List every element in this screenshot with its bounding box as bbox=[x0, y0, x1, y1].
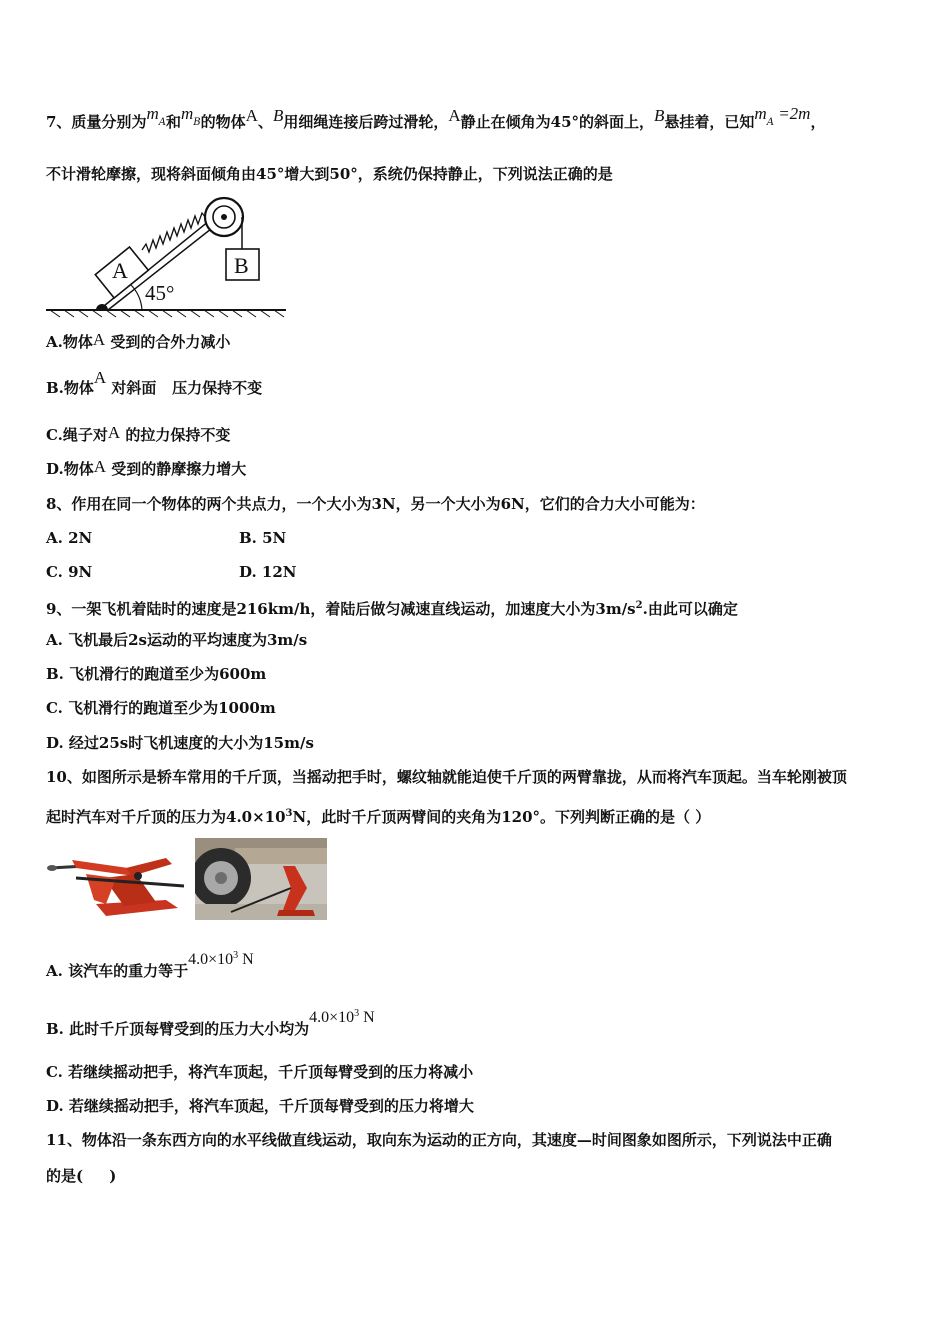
incline-pulley-figure bbox=[44, 194, 290, 320]
block-a-label: A bbox=[112, 258, 128, 283]
q9-option-c: C. 飞机滑行的跑道至少为1000m bbox=[46, 699, 276, 717]
q7-stem-line1: 7、质量分别为$m_A$和$m_B$的物体A、B用细绳连接后跨过滑轮，A静止在倾角为45°的斜面上，B悬挂着，已知$m_A =2m$， bbox=[46, 104, 826, 131]
car-jack-under-car-photo bbox=[195, 838, 327, 920]
car-jack-photo bbox=[46, 838, 186, 920]
q10-option-c: C. 若继续摇动把手，将汽车顶起，千斤顶每臂受到的压力将减小 bbox=[46, 1063, 474, 1081]
q7-option-c: C.绳子对A 的拉力保持不变 bbox=[46, 423, 231, 444]
q7-option-d: D.物体A 受到的静摩擦力增大 bbox=[46, 457, 247, 478]
q8-option-a: A. 2N bbox=[46, 529, 93, 547]
q9-option-a: A. 飞机最后2s运动的平均速度为3m/s bbox=[46, 631, 308, 649]
q9-option-b: B. 飞机滑行的跑道至少为600m bbox=[46, 665, 267, 683]
q8-option-d: D. 12N bbox=[239, 563, 297, 581]
angle-label: 45° bbox=[145, 281, 175, 305]
q11-stem-line2: 的是( ) bbox=[46, 1167, 117, 1185]
q11-stem-line1: 11、物体沿一条东西方向的水平线做直线运动，取向东为运动的正方向，其速度—时间图象如图所示，下列说法中正确 bbox=[46, 1131, 832, 1149]
q7-option-a: A.物体A 受到的合外力减小 bbox=[46, 330, 231, 351]
q10-stem-line1: 10、如图所示是轿车常用的千斤顶，当摇动把手时，螺纹轴就能迫使千斤顶的两臂靠拢，从而将汽车顶起。当车轮刚被顶 bbox=[46, 768, 847, 786]
q9-option-d: D. 经过25s时飞机速度的大小为15m/s bbox=[46, 734, 314, 752]
q10-option-a: A. 该汽车的重力等于$4.0\times 10^3$ N bbox=[46, 950, 254, 980]
q9-stem: 9、一架飞机着陆时的速度是216km/h，着陆后做匀减速直线运动，加速度大小为$3m/s^2$.由此可以确定 bbox=[46, 600, 738, 618]
ground-hatch bbox=[50, 310, 284, 317]
pulley-axle bbox=[221, 214, 227, 220]
q7-option-b: B.物体A 对斜面 压力保持不变 bbox=[46, 368, 263, 397]
q10-option-b: B. 此时千斤顶每臂受到的压力大小均为$4.0\times 10^3$ N bbox=[46, 1008, 375, 1038]
block-b-label: B bbox=[234, 253, 249, 278]
q8-option-b: B. 5N bbox=[239, 529, 287, 547]
q10-option-d: D. 若继续摇动把手，将汽车顶起，千斤顶每臂受到的压力将增大 bbox=[46, 1097, 474, 1115]
q10-stem-line2: 起时汽车对千斤顶的压力为$4.0\times 10^3N$，此时千斤顶两臂间的夹角为120°。下列判断正确的是（ ） bbox=[46, 808, 711, 826]
q8-stem: 8、作用在同一个物体的两个共点力，一个大小为3N，另一个大小为6N，它们的合力大小可能为： bbox=[46, 495, 705, 513]
q8-option-c: C. 9N bbox=[46, 563, 93, 581]
q7-stem-line2: 不计滑轮摩擦，现将斜面倾角由45°增大到50°，系统仍保持静止，下列说法正确的是 bbox=[46, 165, 613, 183]
